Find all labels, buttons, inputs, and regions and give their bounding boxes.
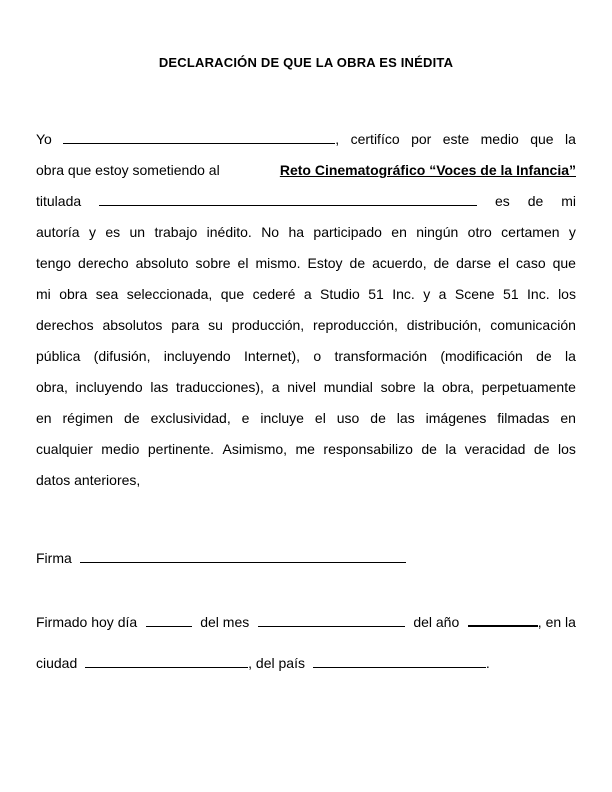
paragraph-word: incluyendo <box>75 379 143 395</box>
line2-text: obra que estoy sometiendo al <box>36 162 220 178</box>
word-de: de <box>527 193 544 209</box>
paragraph-word: seleccionada, <box>126 286 213 302</box>
paragraph-word: nivel <box>287 379 317 395</box>
paragraph-word: el <box>314 410 326 426</box>
paragraph-word: pertinente. <box>147 441 215 457</box>
paragraph-word: exclusividad, <box>150 410 231 426</box>
day-blank[interactable] <box>146 613 192 627</box>
paragraph-word: 51 <box>503 286 519 302</box>
paragraph-word: incluyendo <box>163 348 231 364</box>
word-por: por <box>411 131 432 147</box>
paragraph-word: mundial <box>323 379 373 395</box>
word-es: es <box>495 193 510 209</box>
paragraph-line-1 <box>36 124 576 155</box>
paragraph-last-line-text: datos anteriores, <box>36 472 141 488</box>
paragraph-line-2 <box>36 155 576 186</box>
month-blank[interactable] <box>258 613 405 627</box>
paragraph-word: pública <box>36 348 81 364</box>
paragraph-word: cederé <box>252 286 296 302</box>
year-group <box>468 612 576 630</box>
end-period: . <box>485 655 490 671</box>
paragraph-word: de <box>421 441 437 457</box>
word-yo: Yo <box>36 131 52 147</box>
paragraph-word: de <box>536 348 552 364</box>
paragraph-word: cualquier <box>36 441 93 457</box>
paragraph-word: Studio <box>320 286 360 302</box>
paragraph-word: sobre <box>380 379 416 395</box>
paragraph-line-7 <box>36 310 576 341</box>
date-row <box>36 612 576 630</box>
paragraph-word: imágenes <box>425 410 487 426</box>
paragraph-word: 51 <box>368 286 384 302</box>
paragraph-word: uso <box>336 410 360 426</box>
year-blank[interactable] <box>468 612 538 627</box>
paragraph-word: de <box>349 255 366 271</box>
paragraph-word: en <box>391 224 407 240</box>
paragraph-word: e <box>241 410 250 426</box>
paragraph-word: otro <box>467 224 492 240</box>
paragraph-word: su <box>208 317 223 333</box>
word-la: la <box>565 131 576 147</box>
paragraph-word: la <box>423 379 435 395</box>
paragraph-line-6 <box>36 279 576 310</box>
country-label: , del país <box>248 655 305 671</box>
paragraph-word: producción, <box>231 317 305 333</box>
paragraph-word: transformación <box>334 348 428 364</box>
comma: , <box>335 131 340 147</box>
city-label: ciudad <box>36 655 78 671</box>
work-title-blank[interactable] <box>99 192 477 206</box>
paragraph-word: régimen <box>62 410 114 426</box>
paragraph-word: reproducción, <box>313 317 398 333</box>
paragraph-word: responsabilizo <box>323 441 413 457</box>
paragraph-word: darse <box>456 255 492 271</box>
paragraph-word: participado <box>313 224 382 240</box>
paragraph-word: obra, <box>442 379 474 395</box>
paragraph-word: absoluto <box>135 255 189 271</box>
paragraph-word: Internet), <box>244 348 301 364</box>
paragraph-word: Inc. <box>527 286 550 302</box>
paragraph-word: filmadas <box>497 410 550 426</box>
paragraph-word: los <box>557 441 576 457</box>
paragraph-word: el <box>498 255 510 271</box>
paragraph-line-11 <box>36 434 576 465</box>
author-name-blank[interactable] <box>63 130 335 144</box>
paragraph-word: que <box>552 255 576 271</box>
paragraph-word: a <box>438 286 447 302</box>
paragraph-word: ningún <box>416 224 459 240</box>
paragraph-body-lines <box>36 217 576 465</box>
paragraph-word: certamen <box>501 224 560 240</box>
signature-row <box>36 549 406 566</box>
paragraph-word: obra, <box>36 379 68 395</box>
paragraph-word: autoría <box>36 224 80 240</box>
word-mi: mi <box>561 193 576 209</box>
paragraph-word: las <box>396 410 415 426</box>
paragraph-word: y <box>568 224 576 240</box>
paragraph-word: incluye <box>260 410 304 426</box>
paragraph-word: distribución, <box>406 317 482 333</box>
paragraph-word: veracidad <box>464 441 526 457</box>
signature-label: Firma <box>36 550 72 566</box>
paragraph-line-8 <box>36 341 576 372</box>
city-blank[interactable] <box>85 654 248 668</box>
paragraph-word: los <box>558 286 576 302</box>
paragraph-word: (modificación <box>440 348 523 364</box>
paragraph-word: para <box>171 317 200 333</box>
paragraph-word: tengo <box>36 255 72 271</box>
word-medio: medio <box>480 131 519 147</box>
in-the-label: , en la <box>537 614 576 630</box>
paragraph-word: derecho <box>78 255 129 271</box>
paragraph-word: y <box>88 224 96 240</box>
name-blank-group <box>63 124 339 155</box>
paragraph-word: a <box>271 379 280 395</box>
paragraph-word: obra <box>59 286 88 302</box>
paragraph-word: Asimismo, <box>222 441 288 457</box>
paragraph-word: de <box>533 441 550 457</box>
paragraph-word: un <box>129 224 146 240</box>
signed-today-label: Firmado hoy día <box>36 614 138 630</box>
paragraph-word: sea <box>95 286 119 302</box>
paragraph-word: es <box>105 224 121 240</box>
paragraph-word: perpetuamente <box>481 379 576 395</box>
word-certifico: certifíco <box>350 131 400 147</box>
word-titulada: titulada <box>36 193 82 209</box>
country-blank[interactable] <box>313 654 486 668</box>
paragraph-word: de <box>370 410 386 426</box>
paragraph-line-10 <box>36 403 576 434</box>
paragraph-word: mismo. <box>255 255 301 271</box>
paragraph-word: me <box>295 441 315 457</box>
of-month-label: del mes <box>200 614 250 630</box>
word-que: que <box>530 131 554 147</box>
paragraph-word: la <box>564 348 576 364</box>
paragraph-word: medio <box>101 441 140 457</box>
paragraph-line-4 <box>36 217 576 248</box>
paragraph-word: caso <box>516 255 546 271</box>
paragraph-word: inédito. <box>206 224 252 240</box>
paragraph-word: ha <box>288 224 305 240</box>
paragraph-word: en <box>560 410 576 426</box>
paragraph-word: la <box>445 441 457 457</box>
paragraph-word: y <box>423 286 431 302</box>
paragraph-line-3 <box>36 186 576 217</box>
paragraph-line-5 <box>36 248 576 279</box>
paragraph-word: derechos <box>36 317 94 333</box>
paragraph-word: sobre <box>195 255 231 271</box>
paragraph-line-9 <box>36 372 576 403</box>
paragraph-word: absolutos <box>102 317 163 333</box>
paragraph-word: trabajo <box>154 224 198 240</box>
paragraph-word: en <box>36 410 52 426</box>
of-year-label: del año <box>413 614 460 630</box>
paragraph-word: Inc. <box>392 286 415 302</box>
paragraph-word: comunicación <box>490 317 576 333</box>
paragraph-word: de <box>124 410 140 426</box>
paragraph-word: a <box>303 286 312 302</box>
paragraph-word: Estoy <box>307 255 343 271</box>
paragraph-word: Scene <box>454 286 495 302</box>
declaration-paragraph <box>36 124 576 496</box>
document-title: DECLARACIÓN DE QUE LA OBRA ES INÉDITA <box>158 55 454 70</box>
paragraph-last-line <box>36 465 576 496</box>
paragraph-word: No <box>261 224 280 240</box>
word-este: este <box>442 131 470 147</box>
city-row <box>36 654 490 671</box>
paragraph-word: (difusión, <box>93 348 151 364</box>
contest-name: Reto Cinematográfico “Voces de la Infancia” <box>279 162 576 178</box>
paragraph-word: que <box>220 286 245 302</box>
paragraph-word: las <box>150 379 169 395</box>
paragraph-word: el <box>237 255 249 271</box>
paragraph-word: de <box>433 255 450 271</box>
paragraph-word: traducciones), <box>176 379 264 395</box>
paragraph-word: o <box>313 348 322 364</box>
paragraph-word: acuerdo, <box>372 255 427 271</box>
signature-blank[interactable] <box>80 549 406 563</box>
paragraph-word: mi <box>36 286 51 302</box>
